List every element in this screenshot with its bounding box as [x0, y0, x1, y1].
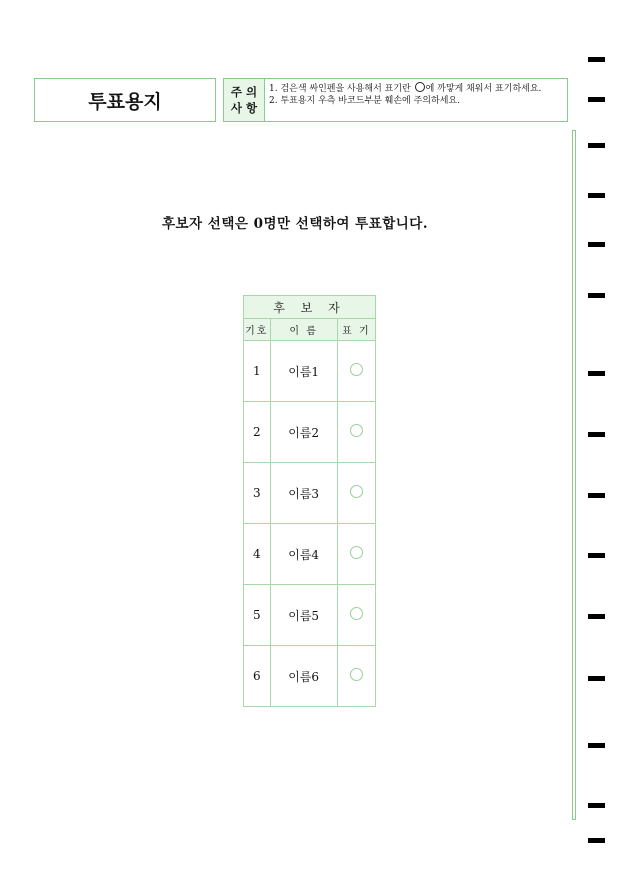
candidate-name: 이름4 — [270, 524, 337, 585]
timing-mark — [588, 553, 605, 558]
candidate-name: 이름1 — [270, 341, 337, 402]
candidate-name: 이름2 — [270, 402, 337, 463]
candidate-name: 이름6 — [270, 646, 337, 707]
candidate-number: 5 — [244, 585, 271, 646]
timing-mark — [588, 838, 605, 843]
table-caption: 후 보 자 — [244, 296, 376, 319]
vote-circle-icon[interactable] — [350, 485, 363, 498]
circle-icon — [415, 82, 425, 92]
candidate-number: 4 — [244, 524, 271, 585]
header-name: 이 름 — [270, 319, 337, 341]
vote-circle-icon[interactable] — [350, 607, 363, 620]
instruction-headline: 후보자 선택은 0명만 선택하여 투표합니다. — [161, 216, 429, 232]
vote-cell[interactable] — [337, 402, 375, 463]
timing-mark — [588, 803, 605, 808]
ballot-title — [34, 78, 216, 122]
table-row — [244, 585, 376, 646]
notice-line1-after: 에 까맣게 채워서 표기하세요. — [425, 84, 542, 94]
timing-mark — [588, 57, 605, 62]
ballot-title-text: 투표용지 — [88, 90, 162, 113]
candidate-table — [243, 295, 376, 707]
table-row — [244, 463, 376, 524]
vote-cell[interactable] — [337, 341, 375, 402]
notice-line2: 2. 투표용지 우측 바코드부분 훼손에 주의하세요. — [269, 96, 460, 106]
vote-cell[interactable] — [337, 463, 375, 524]
timing-mark — [588, 242, 605, 247]
timing-mark — [588, 493, 605, 498]
notice-label — [224, 79, 265, 121]
timing-mark — [588, 143, 605, 148]
timing-mark — [588, 193, 605, 198]
vote-circle-icon[interactable] — [350, 668, 363, 681]
candidate-number: 3 — [244, 463, 271, 524]
candidate-name: 이름5 — [270, 585, 337, 646]
timing-mark — [588, 743, 605, 748]
timing-mark — [588, 371, 605, 376]
timing-mark — [588, 676, 605, 681]
candidate-number: 1 — [244, 341, 271, 402]
vote-circle-icon[interactable] — [350, 546, 363, 559]
notice-label-line2: 사 항 — [230, 101, 258, 115]
timing-mark — [588, 614, 605, 619]
candidate-number: 6 — [244, 646, 271, 707]
table-row — [244, 402, 376, 463]
vote-cell[interactable] — [337, 646, 375, 707]
vote-cell[interactable] — [337, 524, 375, 585]
vote-circle-icon[interactable] — [350, 363, 363, 376]
notice-line1-before: 1. 검은색 싸인펜을 사용해서 표기란 — [269, 84, 414, 94]
header-number: 기호 — [244, 319, 271, 341]
timing-mark — [588, 432, 605, 437]
barcode-rail — [572, 130, 576, 820]
timing-mark — [588, 97, 605, 102]
header-mark: 표 기 — [337, 319, 375, 341]
notice-box — [223, 78, 568, 122]
candidate-number: 2 — [244, 402, 271, 463]
table-row — [244, 646, 376, 707]
timing-mark — [588, 293, 605, 298]
vote-circle-icon[interactable] — [350, 424, 363, 437]
notice-text — [265, 79, 567, 121]
vote-cell[interactable] — [337, 585, 375, 646]
table-row — [244, 524, 376, 585]
candidate-name: 이름3 — [270, 463, 337, 524]
notice-label-line1: 주 의 — [230, 85, 258, 99]
table-row — [244, 341, 376, 402]
